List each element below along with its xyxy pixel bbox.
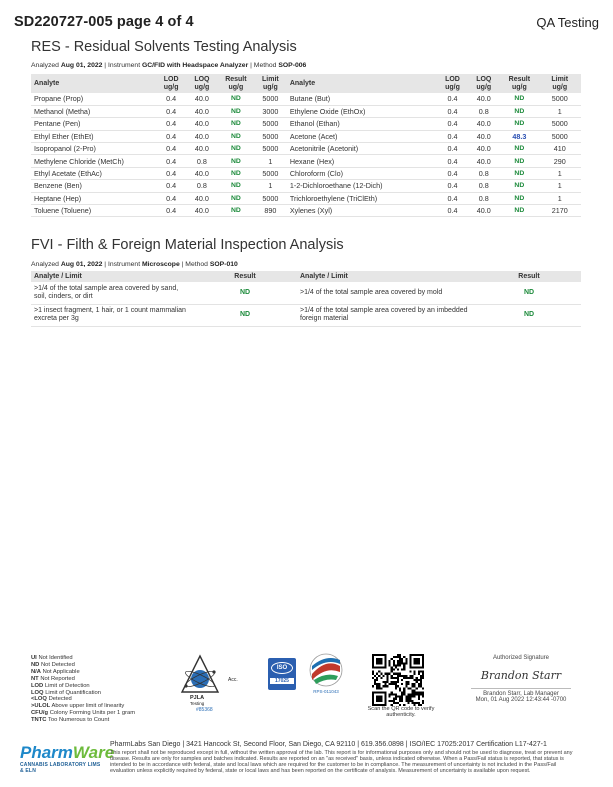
test-category: QA Testing: [536, 14, 599, 30]
pharmware-logo: PharmWare CANNABIS LABORATORY LIMS & ELN: [20, 743, 115, 774]
fvi-header-row: [31, 271, 581, 282]
fvi-result: ND: [193, 304, 297, 326]
legend-item: <LOQ Detected: [31, 696, 72, 703]
res-row: [31, 143, 581, 155]
rps-number: RPS-011043: [313, 689, 339, 694]
pjla-acc-text: Acc.: [228, 677, 238, 683]
loq-value: 0.8: [467, 192, 500, 204]
legend-item: CFU/g Colony Forming Units per 1 gram: [31, 710, 136, 717]
disclaimer: This report shall not be reproduced except in full, without the written approval of the lab. This report is for informational purposes only and should not be used to diagnose, treat or prevent any disease. Results are only for samples and batches indicated. Results are reported on an "as received" basis, unless indicated otherwise. When a Pass/Fail status is reported, that status is intended to be in accordance with federal, state and local laws which are required for the customer to be in compliance. The measurement of uncertainty is not included in the Pass/Fail evaluation unless explicitly required by federal, state or local laws and has been reported on the certificate of analysis. Measurement of uncertainty is available upon request.: [110, 750, 573, 775]
fvi-result: ND: [477, 304, 581, 326]
qr-caption: Scan the QR code to verify authenticity.: [367, 706, 435, 719]
analyte-name: Benzene (Ben): [31, 180, 156, 192]
result-value: ND: [500, 205, 538, 217]
col-loq: LOQ ug/g: [186, 74, 218, 93]
analyte-name: Propane (Prop): [31, 93, 156, 105]
loq-value: 40.0: [186, 143, 218, 155]
limit-value: 5000: [538, 118, 581, 130]
res-row: [31, 205, 581, 217]
col-limit: Limit ug/g: [254, 74, 287, 93]
loq-value: 40.0: [467, 118, 500, 130]
analyte-name: Ethyl Ether (EthEt): [31, 130, 156, 142]
pjla-number: #85368: [196, 707, 213, 713]
limit-value: 2170: [538, 205, 581, 217]
lod-value: 0.4: [438, 167, 468, 179]
res-row: [31, 180, 581, 192]
result-value: ND: [500, 105, 538, 117]
verification-qr-code[interactable]: [372, 654, 424, 706]
legend-item: NT Not Reported: [31, 675, 75, 682]
result-value: ND: [500, 180, 538, 192]
analyte-name: Ethanol (Ethan): [287, 118, 438, 130]
analyte-name: Toluene (Toluene): [31, 205, 156, 217]
result-value: ND: [218, 93, 254, 105]
col-result: Result ug/g: [218, 74, 254, 93]
analyte-name: Isopropanol (2-Pro): [31, 143, 156, 155]
fvi-col-analyte-2: Analyte / Limit: [297, 271, 477, 282]
handwritten-signature: Brandon Starr: [480, 669, 562, 682]
loq-value: 40.0: [186, 205, 218, 217]
res-meta: Analyzed Aug 01, 2022 | Instrument GC/FID with Headspace Analyzer | Method SOP-006: [31, 62, 307, 69]
loq-value: 0.8: [467, 105, 500, 117]
analyte-name: Acetonitrile (Acetonit): [287, 143, 438, 155]
col-limit-2: Limit ug/g: [538, 74, 581, 93]
result-value: 48.3: [500, 130, 538, 142]
signature-datetime: Mon, 01 Aug 2022 12:43:44 -0700: [475, 697, 567, 703]
result-value: ND: [218, 192, 254, 204]
fvi-analyte: >1/4 of the total sample area covered by sand, soil, cinders, or dirt: [31, 282, 193, 304]
lod-value: 0.4: [156, 143, 186, 155]
res-row: [31, 118, 581, 130]
fvi-analyte: >1 insect fragment, 1 hair, or 1 count mammalian excreta per 3g: [31, 304, 193, 326]
result-value: ND: [218, 143, 254, 155]
limit-value: 5000: [254, 93, 287, 105]
col-lod: LOD ug/g: [156, 74, 186, 93]
limit-value: 5000: [254, 192, 287, 204]
lod-value: 0.4: [438, 143, 468, 155]
fvi-result: ND: [193, 282, 297, 304]
abbreviation-legend: [31, 655, 151, 724]
legend-item: LOQ Limit of Quantification: [31, 689, 101, 696]
signature-block: [462, 655, 580, 703]
fvi-col-result-2: Result: [477, 271, 581, 282]
loq-value: 40.0: [467, 93, 500, 105]
col-result-2: Result ug/g: [500, 74, 538, 93]
limit-value: 890: [254, 205, 287, 217]
lod-value: 0.4: [156, 205, 186, 217]
pjla-accreditation-logo: [176, 652, 248, 716]
fvi-meta: Analyzed Aug 01, 2022 | Instrument Microscope | Method SOP-010: [31, 261, 238, 268]
lod-value: 0.4: [438, 105, 468, 117]
analyte-name: Heptane (Hep): [31, 192, 156, 204]
lod-value: 0.4: [438, 93, 468, 105]
legend-item: >ULOL Above upper limit of linearity: [31, 703, 125, 710]
page-header: [14, 12, 599, 32]
res-table: [31, 74, 581, 217]
loq-value: 40.0: [467, 205, 500, 217]
res-row: [31, 192, 581, 204]
limit-value: 5000: [254, 167, 287, 179]
analyte-name: Pentane (Pen): [31, 118, 156, 130]
rps-certification-logo: [304, 652, 348, 696]
fvi-result: ND: [477, 282, 581, 304]
limit-value: 1: [538, 105, 581, 117]
result-value: ND: [218, 180, 254, 192]
analyte-name: Methylene Chloride (MetCh): [31, 155, 156, 167]
analyte-name: 1-2-Dichloroethane (12-Dich): [287, 180, 438, 192]
loq-value: 40.0: [186, 93, 218, 105]
lod-value: 0.4: [156, 192, 186, 204]
fvi-analyte: >1/4 of the total sample area covered by an imbedded foreign material: [297, 304, 477, 326]
lod-value: 0.4: [156, 118, 186, 130]
limit-value: 1: [538, 180, 581, 192]
loq-value: 0.8: [186, 180, 218, 192]
analyte-name: Ethylene Oxide (EthOx): [287, 105, 438, 117]
res-section-title: RES - Residual Solvents Testing Analysis: [31, 39, 297, 55]
lod-value: 0.4: [438, 192, 468, 204]
res-row: [31, 93, 581, 105]
lod-value: 0.4: [156, 93, 186, 105]
result-value: ND: [218, 167, 254, 179]
analyte-name: Chloroform (Clo): [287, 167, 438, 179]
loq-value: 0.8: [467, 167, 500, 179]
limit-value: 1: [254, 180, 287, 192]
res-row: [31, 130, 581, 142]
pjla-sub: Testing: [190, 701, 205, 706]
loq-value: 0.8: [186, 155, 218, 167]
lod-value: 0.4: [156, 130, 186, 142]
fvi-col-analyte: Analyte / Limit: [31, 271, 193, 282]
limit-value: 5000: [254, 143, 287, 155]
lod-value: 0.4: [438, 118, 468, 130]
fvi-analyte: >1/4 of the total sample area covered by mold: [297, 282, 477, 304]
analyte-name: Hexane (Hex): [287, 155, 438, 167]
limit-value: 410: [538, 143, 581, 155]
lod-value: 0.4: [156, 180, 186, 192]
limit-value: 3000: [254, 105, 287, 117]
signature-label: Authorized Signature: [492, 655, 550, 661]
result-value: ND: [500, 93, 538, 105]
col-analyte-2: Analyte: [287, 74, 438, 93]
res-row: [31, 155, 581, 167]
result-value: ND: [218, 130, 254, 142]
result-value: ND: [218, 118, 254, 130]
fvi-col-result: Result: [193, 271, 297, 282]
lab-address: PharmLabs San Diego | 3421 Hancock St, Second Floor, San Diego, CA 92110 | 619.356.0898 | ISO/IEC 17025:2017 Certification L17-427-1: [110, 741, 547, 748]
lod-value: 0.4: [156, 155, 186, 167]
iso-number: 17025: [270, 678, 294, 684]
lod-value: 0.4: [438, 205, 468, 217]
iso-badge: [268, 658, 296, 690]
fvi-row: [31, 282, 581, 304]
legend-item: TNTC Too Numerous to Count: [31, 717, 110, 724]
legend-item: N/A Not Applicable: [31, 668, 80, 675]
result-value: ND: [218, 155, 254, 167]
loq-value: 0.8: [467, 180, 500, 192]
loq-value: 40.0: [186, 105, 218, 117]
limit-value: 5000: [538, 93, 581, 105]
legend-item: ND Not Detected: [31, 661, 75, 668]
limit-value: 5000: [538, 130, 581, 142]
loq-value: 40.0: [467, 130, 500, 142]
fvi-table: [31, 271, 581, 327]
lod-value: 0.4: [438, 180, 468, 192]
res-header-row: [31, 74, 581, 93]
analyte-name: Ethyl Acetate (EthAc): [31, 167, 156, 179]
loq-value: 40.0: [186, 192, 218, 204]
loq-value: 40.0: [186, 118, 218, 130]
fvi-section-title: FVI - Filth & Foreign Material Inspection Analysis: [31, 237, 344, 253]
lod-value: 0.4: [156, 105, 186, 117]
sample-id: SD220727-005 page 4 of 4: [14, 14, 194, 30]
col-lod-2: LOD ug/g: [438, 74, 468, 93]
col-loq-2: LOQ ug/g: [467, 74, 500, 93]
limit-value: 1: [538, 192, 581, 204]
fvi-row: [31, 304, 581, 326]
result-value: ND: [218, 105, 254, 117]
loq-value: 40.0: [467, 143, 500, 155]
loq-value: 40.0: [186, 130, 218, 142]
lod-value: 0.4: [438, 155, 468, 167]
res-row: [31, 105, 581, 117]
qr-code-icon: [372, 654, 424, 706]
rps-circle-icon: [304, 652, 348, 688]
loq-value: 40.0: [467, 155, 500, 167]
limit-value: 5000: [254, 118, 287, 130]
legend-item: LOD Limit of Detection: [31, 682, 90, 689]
loq-value: 40.0: [186, 167, 218, 179]
limit-value: 1: [254, 155, 287, 167]
analyte-name: Xylenes (Xyl): [287, 205, 438, 217]
limit-value: 1: [538, 167, 581, 179]
result-value: ND: [500, 192, 538, 204]
analyte-name: Butane (But): [287, 93, 438, 105]
col-analyte: Analyte: [31, 74, 156, 93]
result-value: ND: [500, 118, 538, 130]
res-row: [31, 167, 581, 179]
legend-item: UI Not Identified: [31, 655, 73, 661]
limit-value: 290: [538, 155, 581, 167]
signer-name-title: Brandon Starr, Lab Manager: [483, 691, 559, 697]
limit-value: 5000: [254, 130, 287, 142]
analyte-name: Trichloroethylene (TriClEth): [287, 192, 438, 204]
iso-label: ISO: [271, 662, 293, 674]
analyte-name: Methanol (Metha): [31, 105, 156, 117]
result-value: ND: [500, 143, 538, 155]
result-value: ND: [500, 167, 538, 179]
analyte-name: Acetone (Acet): [287, 130, 438, 142]
result-value: ND: [218, 205, 254, 217]
lod-value: 0.4: [438, 130, 468, 142]
lod-value: 0.4: [156, 167, 186, 179]
result-value: ND: [500, 155, 538, 167]
pjla-name: PJLA: [190, 695, 205, 701]
